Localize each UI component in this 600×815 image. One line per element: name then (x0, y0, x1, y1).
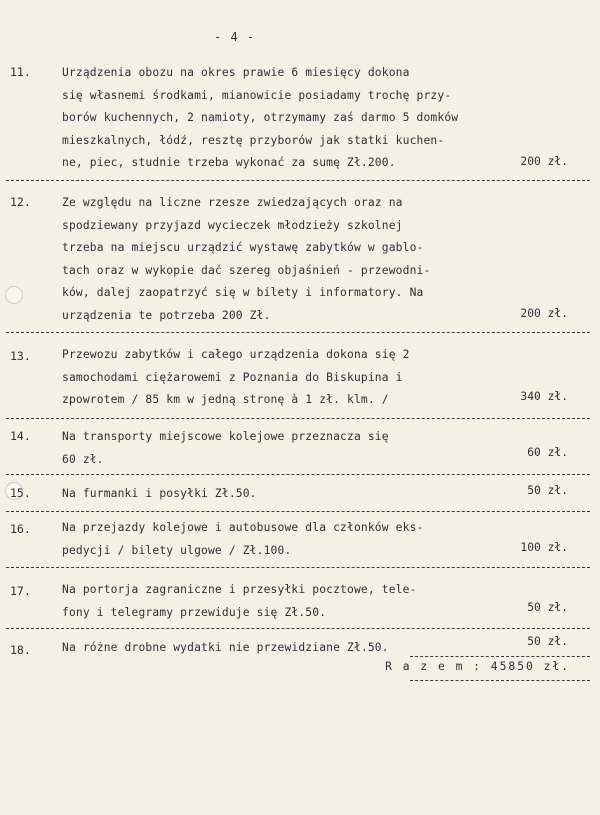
punch-hole (5, 286, 23, 304)
total-sum: R a z e m : 45850 zł. (385, 660, 570, 673)
separator-line (6, 511, 590, 512)
item-number: 14. (10, 429, 31, 443)
separator-line (6, 332, 590, 333)
item-number: 11. (10, 65, 31, 79)
separator-line (6, 474, 590, 475)
item-line: ne, piec, studnie trzeba wykonać za sumę Zł.200. (62, 156, 396, 169)
item-line: mieszkalnych, łódź, resztę przyborów jak statki kuchen- (62, 133, 445, 147)
item-line: Urządzenia obozu na okres prawie 6 miesięcy dokona (62, 66, 410, 79)
separator-line (6, 567, 590, 568)
item-line: urządzenia te potrzeba 200 Zł. (62, 308, 271, 322)
separator-line (6, 628, 590, 629)
item-amount: 60 zł. (527, 446, 568, 459)
item-text (62, 426, 389, 471)
item-number: 18. (10, 643, 31, 657)
item-amount: 200 zł. (520, 155, 568, 168)
item-number: 12. (10, 195, 31, 209)
page-number: - 4 - (214, 30, 256, 44)
item-line: Przewozu zabytków i całego urządzenia dokona się 2 (62, 348, 410, 361)
item-number: 15. (10, 486, 31, 500)
item-text (62, 483, 257, 506)
item-text (62, 517, 423, 562)
item-line: fony i telegramy przewiduje się Zł.50. (62, 605, 327, 619)
item-line: tach oraz w wykopie dać szereg objaśnień - przewodni- (62, 263, 431, 277)
item-amount: 200 zł. (520, 307, 568, 320)
item-line: się własnemi środkami, mianowicie posiadamy trochę przy- (62, 88, 452, 102)
item-text (62, 579, 417, 624)
item-amount: 50 zł. (527, 484, 568, 497)
item-line: Na różne drobne wydatki nie przewidziane Zł.50. (62, 641, 389, 654)
item-line: Ze względu na liczne rzesze zwiedzających oraz na (62, 196, 403, 209)
item-line: borów kuchennych, 2 namioty, otrzymamy zaś darmo 5 domków (62, 111, 459, 124)
item-line: Na furmanki i posyłki Zł.50. (62, 487, 257, 500)
item-line: Na przejazdy kolejowe i autobusowe dla członków eks- (62, 521, 424, 534)
separator-line (6, 180, 590, 181)
item-line: samochodami ciężarowemi z Poznania do Biskupina i (62, 370, 403, 384)
item-line: Na transporty miejscowe kolejowe przeznacza się (62, 430, 389, 443)
item-text (62, 62, 458, 175)
item-line: zpowrotem / 85 km w jedną stronę à 1 zł. klm. / (62, 393, 389, 406)
item-line: ków, dalej zaopatrzyć się w bilety i informatory. Na (62, 286, 424, 299)
item-text (62, 344, 410, 412)
item-amount: 100 zł. (520, 541, 568, 554)
item-number: 17. (10, 584, 31, 598)
item-amount: 340 zł. (520, 390, 568, 403)
item-line: spodziewany przyjazd wycieczek młodzieży szkolnej (62, 218, 403, 232)
item-line: trzeba na miejscu urządzić wystawę zabytków w gablo- (62, 241, 424, 254)
separator-line (410, 656, 590, 657)
item-text (62, 637, 389, 660)
item-number: 16. (10, 522, 31, 536)
separator-line (6, 418, 590, 419)
item-line: Na portorja zagraniczne i przesyłki pocztowe, tele- (62, 583, 417, 596)
item-amount: 50 zł. (527, 601, 568, 614)
item-text (62, 192, 430, 327)
item-amount: 50 zł. (527, 635, 568, 648)
item-line: pedycji / bilety ulgowe / Zł.100. (62, 543, 292, 557)
item-line: 60 zł. (62, 452, 104, 466)
separator-line (410, 680, 590, 681)
item-number: 13. (10, 349, 31, 363)
